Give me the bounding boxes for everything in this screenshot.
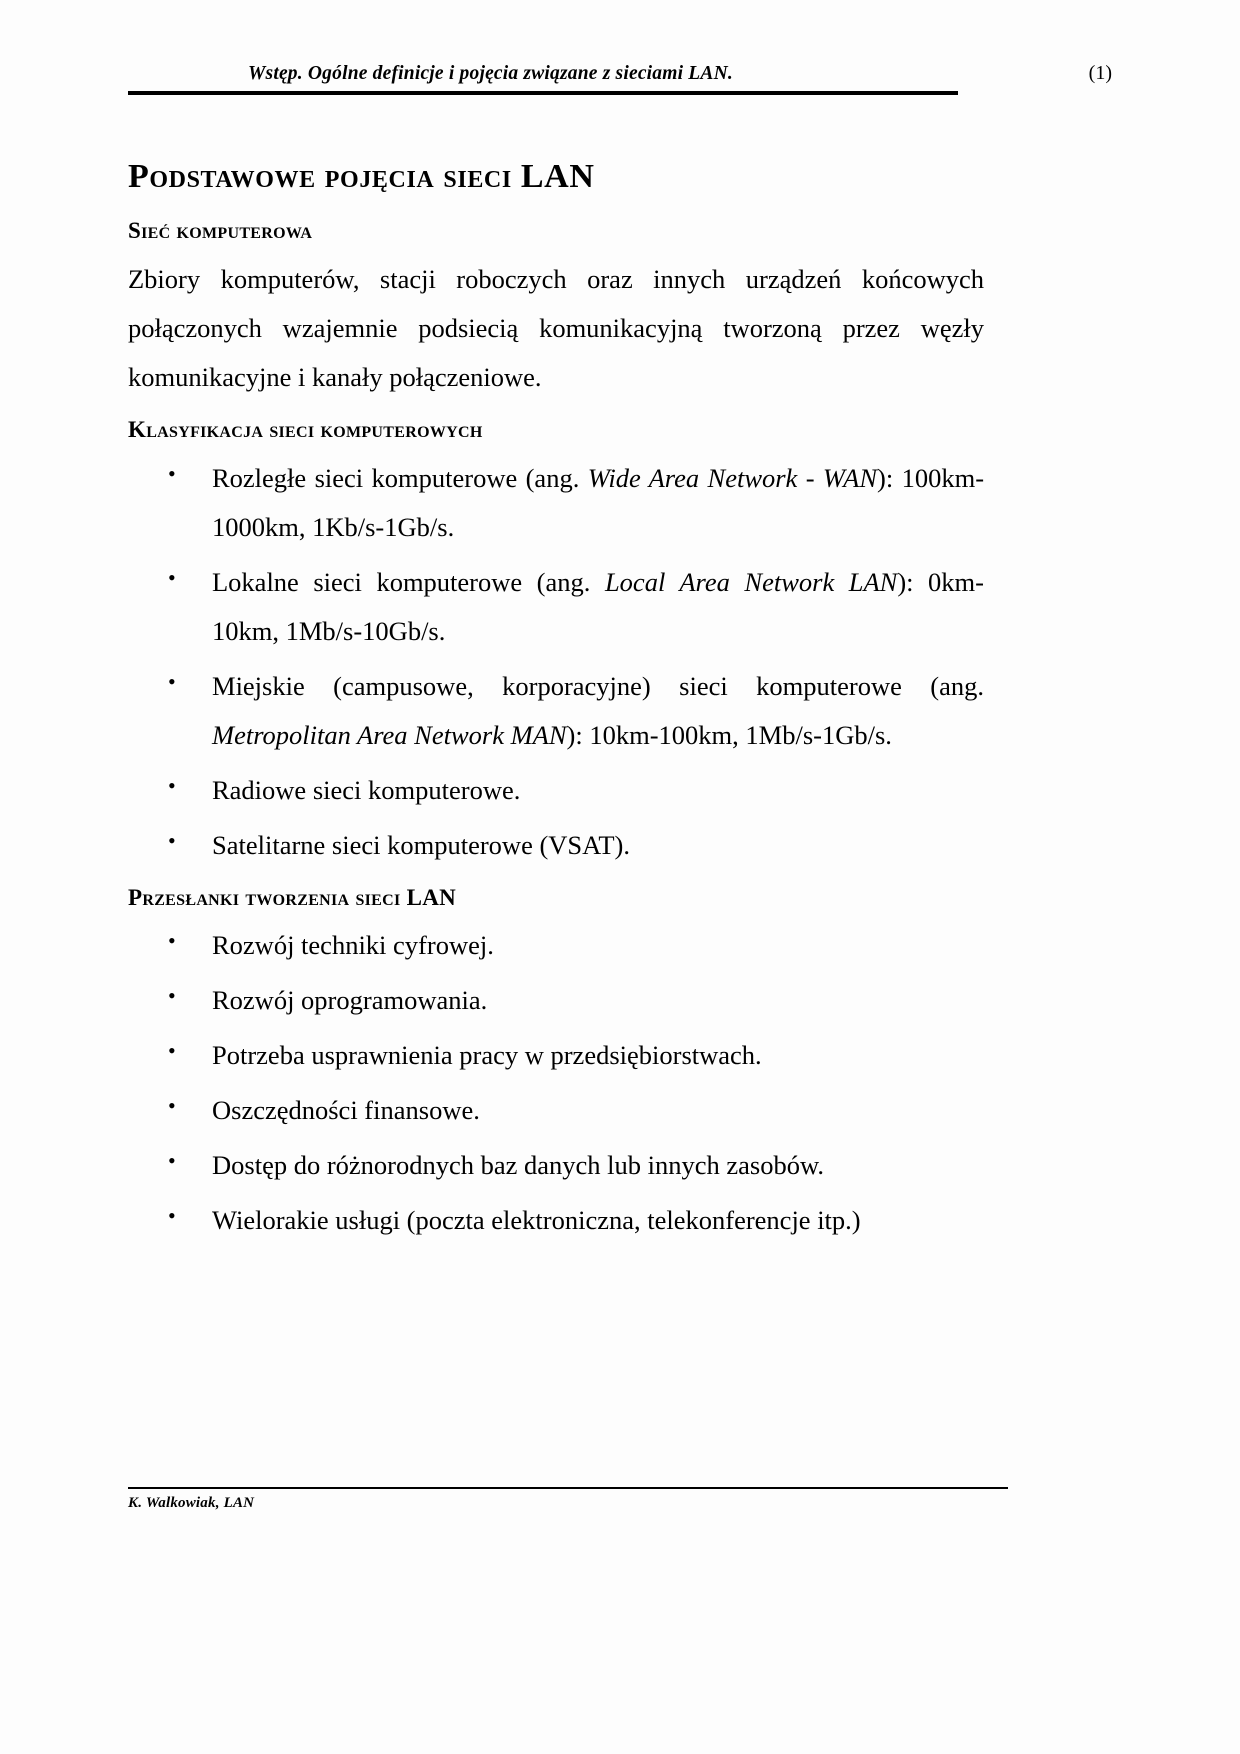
list-item-tail: ): 100km-1000km, 1Kb/s-1Gb/s. xyxy=(212,462,985,542)
list-item xyxy=(128,1086,984,1135)
list-item xyxy=(128,454,984,552)
document-body xyxy=(128,140,984,1255)
list-item-lead: Rozwój oprogramowania. xyxy=(212,985,488,1016)
list-item xyxy=(128,1196,984,1245)
list-item xyxy=(128,766,984,815)
list-item-lead: Dostęp do różnorodnych baz danych lub innych zasobów. xyxy=(212,1150,825,1181)
footer-text: K. Walkowiak, LAN xyxy=(128,1495,255,1511)
footer-divider xyxy=(128,1487,1008,1489)
header-page-number: (1) xyxy=(1088,62,1112,84)
list-item xyxy=(128,821,984,870)
list-item-lead: Oszczędności finansowe. xyxy=(212,1095,480,1126)
header-divider xyxy=(128,91,958,95)
list-item xyxy=(128,976,984,1025)
list-item-italic: Metropolitan Area Network MAN xyxy=(212,719,567,750)
running-header xyxy=(128,62,1112,85)
list-item xyxy=(128,558,984,656)
list-item-lead: Miejskie (campusowe, korporacyjne) sieci komputerowe (ang. xyxy=(212,670,984,701)
classification-list xyxy=(128,454,984,870)
list-item-lead: Potrzeba usprawnienia pracy w przedsiębiorstwach. xyxy=(212,1040,762,1071)
section-heading-classification: Klasyfikacja sieci komputerowych xyxy=(128,417,483,443)
list-item-italic: Wide Area Network - WAN xyxy=(587,462,878,493)
list-item-lead: Rozwój techniki cyfrowej. xyxy=(212,930,494,961)
list-item-tail: ): 10km-100km, 1Mb/s-1Gb/s. xyxy=(566,719,892,750)
list-item xyxy=(128,1141,984,1190)
list-item-lead: Lokalne sieci komputerowe (ang. xyxy=(212,566,605,597)
list-item xyxy=(128,662,984,760)
list-item xyxy=(128,1031,984,1080)
section-heading-network-definition: Sieć komputerowa xyxy=(128,218,313,244)
list-item-lead: Radiowe sieci komputerowe. xyxy=(212,774,521,805)
motivations-list xyxy=(128,921,984,1245)
list-item-tail: ): 0km-10km, 1Mb/s-10Gb/s. xyxy=(212,566,984,646)
list-item-italic: Local Area Network LAN xyxy=(604,566,898,597)
network-definition-paragraph: Zbiory komputerów, stacji roboczych oraz innych urządzeń końcowych połączonych wzajemnie podsiecią komunikacyjną tworzoną przez węzły komunikacyjne i kanały połączeniowe. xyxy=(128,263,984,393)
list-item xyxy=(128,921,984,970)
page-title: Podstawowe pojęcia sieci LAN xyxy=(128,158,595,195)
section-heading-motivations: Przesłanki tworzenia sieci LAN xyxy=(128,884,457,910)
list-item-lead: Satelitarne sieci komputerowe (VSAT). xyxy=(212,829,630,860)
list-item-lead: Wielorakie usługi (poczta elektroniczna, telekonferencje itp.) xyxy=(212,1205,861,1236)
header-title: Wstęp. Ogólne definicje i pojęcia związane z sieciami LAN. xyxy=(248,63,733,84)
list-item-lead: Rozległe sieci komputerowe (ang. xyxy=(212,462,588,493)
